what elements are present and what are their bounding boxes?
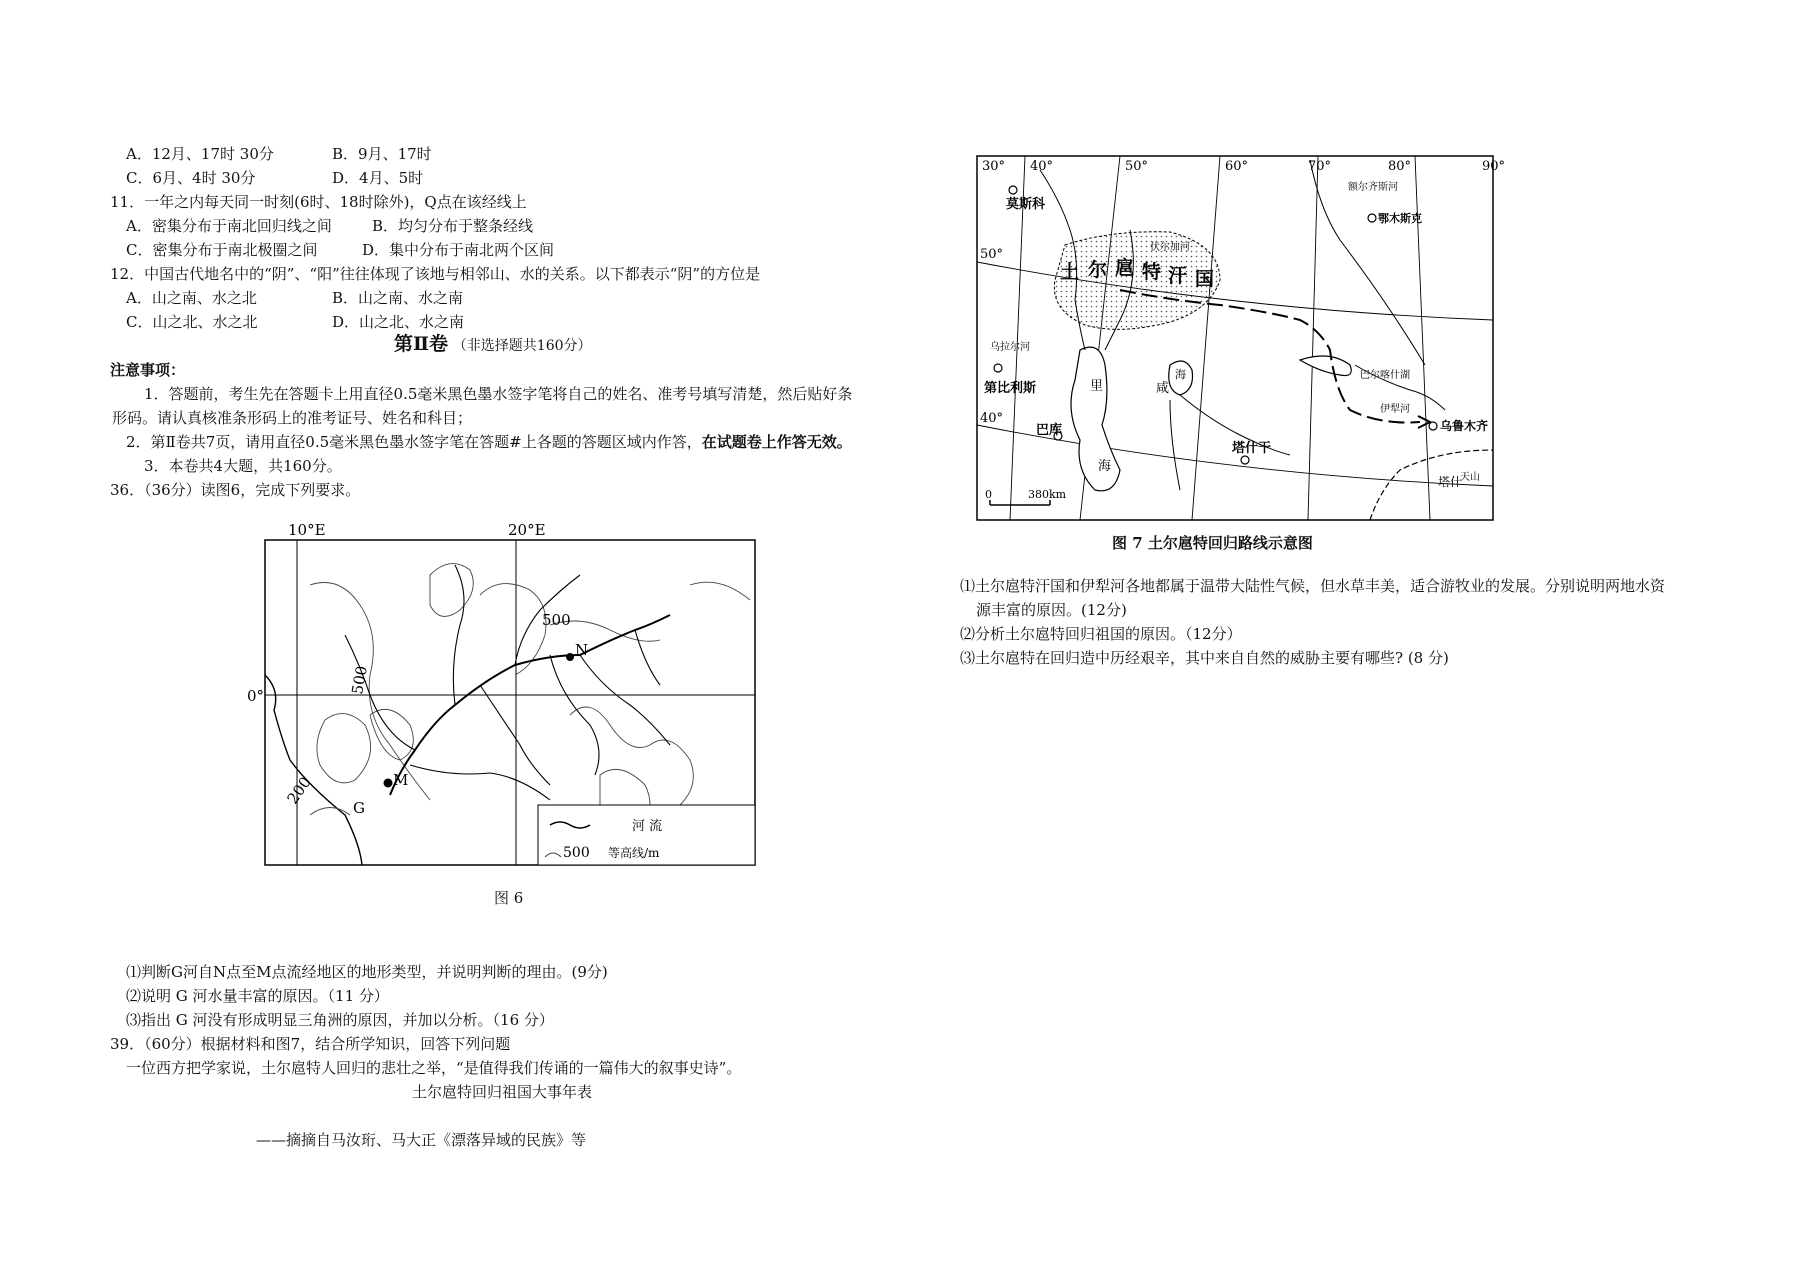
khanate-char: 扈 [1115, 257, 1135, 279]
notes-item-2-bold: 在试题卷上作答无效。 [701, 433, 852, 451]
lat-0-label: 0° [247, 687, 265, 705]
lon-50-label: 50° [1125, 159, 1149, 174]
q10-option-d: D．4月、5时 [332, 169, 424, 187]
q10-option-c: C．6月、4时 30分 [126, 169, 256, 187]
lon-20e-label: 20°E [508, 521, 546, 539]
tianshan-label: 天山 [1460, 472, 1480, 483]
khanate-char: 尔 [1088, 259, 1108, 281]
q39-sub-2: ⑵分析土尔扈特回归祖国的原因。（12分） [960, 625, 1242, 643]
contour-200-label: 200 [283, 773, 315, 808]
river-g-label: G [353, 799, 365, 817]
contour-500-label-north: 500 [542, 611, 571, 629]
ili-label: 伊犁河 [1380, 404, 1410, 415]
aral-label-2: 海 [1175, 368, 1186, 381]
q11-stem: 11．一年之内每天同一时刻(6时、18时除外)，Q点在该经线上 [110, 193, 527, 211]
scale-label: 380km [1028, 488, 1067, 501]
q39-table-title: 土尔扈特回归祖国大事年表 [412, 1083, 593, 1101]
legend-contour-label: 等高线/m [608, 846, 660, 860]
q39-quote: 一位西方把学家说，土尔扈特人回归的悲壮之举，“是值得我们传诵的一篇伟大的叙事史诗”。 [126, 1059, 742, 1077]
omsk-label: 鄂木斯克 [1378, 212, 1422, 225]
moscow-marker [1009, 186, 1017, 194]
q12-option-d: D．山之北、水之南 [332, 313, 465, 331]
notes-item-2-text: 2．第Ⅱ卷共7页，请用直径0.5毫米黑色墨水签字笔在答题#上各题的答题区域内作答， [126, 433, 702, 451]
lon-40-label: 40° [1030, 159, 1054, 174]
aral-label-1: 咸 [1156, 381, 1170, 396]
q36-sub-1: ⑴判断G河自N点至M点流经地区的地形类型，并说明判断的理由。(9分) [126, 963, 608, 981]
ural-label: 乌拉尔河 [990, 342, 1030, 353]
q12-option-b: B．山之南、水之南 [332, 289, 464, 307]
lat-50-label: 50° [980, 247, 1004, 262]
tacheng-label: 塔什 [1438, 475, 1463, 489]
moscow-label: 莫斯科 [1006, 197, 1046, 212]
notes-item-1-line-1: 1．答题前，考生先在答题卡上用直径0.5毫米黑色墨水签字笔将自己的姓名、准考号填写清楚，然后贴好条 [144, 385, 853, 403]
point-n-label: N [575, 641, 589, 659]
point-n-marker [566, 653, 574, 661]
figure-7-caption: 图 7 土尔扈特回归路线示意图 [1112, 534, 1313, 552]
caspian-label-2: 海 [1098, 459, 1112, 474]
q39-sub-1-line-1: ⑴土尔扈特汗国和伊犁河各地都属于温带大陆性气候，但水草丰美，适合游牧业的发展。分别说明两地水资 [960, 577, 1666, 595]
notes-item-1-line-2: 形码。请认真核准条形码上的准考证号、姓名和科目； [112, 409, 473, 427]
tashkent-marker [1241, 456, 1249, 464]
volga-label: 伏尔加河 [1150, 242, 1190, 253]
tbilisi-label: 第比利斯 [984, 381, 1037, 396]
notes-item-2 [126, 432, 852, 452]
irtysh-label: 额尔齐斯河 [1348, 182, 1398, 193]
q12-option-c: C．山之北、水之北 [126, 313, 258, 331]
khanate-char: 土 [1060, 261, 1080, 283]
q12-stem: 12．中国古代地名中的“阴”、“阳”往往体现了该地与相邻山、水的关系。以下都表示“阴”的方位是 [110, 265, 761, 283]
q36-stem: 36．（36分）读图6，完成下列要求。 [110, 481, 361, 499]
q36-sub-3: ⑶指出 G 河没有形成明显三角洲的原因，并加以分析。（16 分） [126, 1011, 554, 1029]
figure-6-caption: 图 6 [494, 889, 524, 907]
q10-option-b: B．9月、17时 [332, 145, 432, 163]
caspian-label-1: 里 [1090, 379, 1104, 394]
lon-10e-label: 10°E [288, 521, 326, 539]
point-m-label: M [393, 771, 409, 789]
q39-sub-1-line-2: 源丰富的原因。(12分) [976, 601, 1127, 619]
q11-option-b: B．均匀分布于整条经线 [372, 217, 534, 235]
lon-70-label: 70° [1308, 159, 1332, 174]
q39-source: ——摘摘自马汝珩、马大正《漂落异域的民族》等 [256, 1131, 587, 1149]
map-legend [538, 805, 755, 865]
q10-option-a: A．12月、17时 30分 [126, 145, 274, 163]
scale-zero: 0 [985, 488, 992, 501]
legend-contour-value: 500 [563, 845, 590, 861]
figure-7-map [970, 150, 1530, 530]
balkhash-label: 巴尔喀什湖 [1360, 370, 1410, 381]
q11-option-d: D．集中分布于南北两个区间 [362, 241, 555, 259]
lon-80-label: 80° [1388, 159, 1412, 174]
omsk-marker [1368, 214, 1376, 222]
q39-sub-3: ⑶土尔扈特在回归造中历经艰辛，其中来自自然的威胁主要有哪些? (8 分) [960, 649, 1449, 667]
section-title-sub: （非选择题共160分） [452, 338, 592, 354]
figure-6-map [247, 515, 770, 875]
baku-label: 巴库 [1036, 423, 1063, 438]
tbilisi-marker [994, 364, 1002, 372]
urumqi-label: 乌鲁木齐 [1440, 419, 1489, 433]
contour-500-label-west: 500 [348, 664, 371, 696]
point-m-marker [384, 779, 393, 788]
notes-heading: 注意事项： [110, 361, 186, 379]
section-title [394, 334, 592, 356]
lat-40-label: 40° [980, 411, 1004, 426]
q11-option-c: C．密集分布于南北极圈之间 [126, 241, 318, 259]
section-title-main: 第Ⅱ卷 [394, 333, 449, 355]
q39-stem: 39．（60分）根据材料和图7，结合所学知识，回答下列问题 [110, 1035, 511, 1053]
urumqi-marker [1429, 422, 1437, 430]
lon-60-label: 60° [1225, 159, 1249, 174]
q11-option-a: A．密集分布于南北回归线之间 [126, 217, 332, 235]
khanate-char: 国 [1195, 268, 1215, 290]
q36-sub-2: ⑵说明 G 河水量丰富的原因。（11 分） [126, 987, 389, 1005]
khanate-char: 汗 [1168, 265, 1188, 287]
notes-item-3: 3．本卷共4大题，共160分。 [144, 457, 342, 475]
lon-30-label: 30° [982, 159, 1006, 174]
khanate-char: 特 [1142, 261, 1162, 283]
legend-river-label: 河 流 [632, 819, 663, 834]
lon-90-label: 90° [1482, 159, 1506, 174]
tashkent-label: 塔什干 [1232, 441, 1272, 456]
q12-option-a: A．山之南、水之北 [126, 289, 257, 307]
